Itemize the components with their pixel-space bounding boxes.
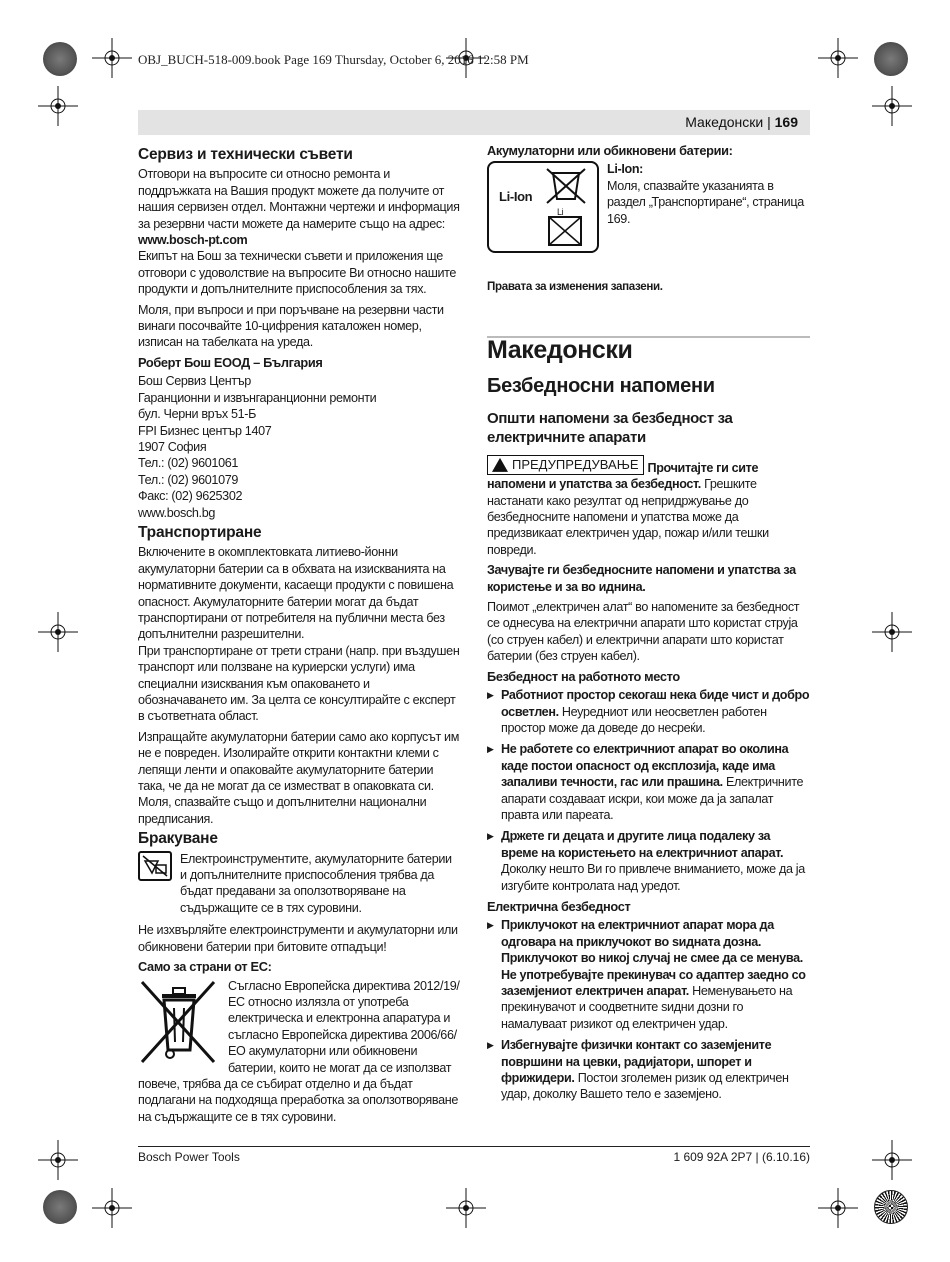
- disposal-row: [138, 851, 460, 917]
- warning-block: [487, 455, 810, 559]
- registration-mark-icon: [872, 1140, 912, 1180]
- registration-mark-icon: [818, 1188, 858, 1228]
- color-rosette: [43, 42, 77, 76]
- service-paragraph: Отговори на въпросите си относно ремонта и поддръжката на Вашия продукт можете да получите от нашия сервизен отдел. Монтажни чертежи и информация за резервни части можете да намерите също на адрес:: [138, 167, 460, 231]
- right-column: [487, 143, 810, 1108]
- general-safety-title: Општи напомени за безбедност за електричните апарати: [487, 409, 733, 446]
- bullet-text: Доколку нешто Ви го привлече вниманието, може да ја изгубите контролата над уредот.: [501, 862, 805, 893]
- term-definition: Поимот „електричен алат“ во напомените за безбедност се однесува на електрични апарати што користат струја (со струен кабел) и електрични апарати што користат батерии (без струен кабел).: [487, 600, 800, 664]
- print-info-line: OBJ_BUCH-518-009.book Page 169 Thursday, October 6, 2016 12:58 PM: [138, 52, 529, 67]
- address-line: Тел.: (02) 9601079: [138, 472, 239, 487]
- list-item: [487, 828, 810, 894]
- color-rosette: [43, 1190, 77, 1224]
- footer-doc-number: 1 609 92A 2P7 | (6.10.16): [673, 1150, 810, 1164]
- workplace-heading: Безбедност на работното место: [487, 668, 680, 684]
- service-url: www.bosch-pt.com: [138, 233, 248, 248]
- crossed-bin-icon: [138, 978, 220, 1066]
- page-number: 169: [774, 114, 798, 130]
- transport-paragraph: Включените в окомплектовката литиево-йонни акумулаторни батерии са в обхвата на изискванията на нормативните документи, касаещи продукти с повишена опасност. Акумулаторните батерии могат да бъдат транспортирани от потребителя на публични места без допълнителни разрешителни.: [138, 545, 454, 642]
- address-line: Бош Сервиз Център: [138, 374, 251, 389]
- address-line: www.bosch.bg: [138, 505, 216, 520]
- eu-heading: Само за страни от ЕС:: [138, 959, 272, 975]
- registration-mark-icon: [872, 86, 912, 126]
- recycling-symbol-icon: [138, 851, 172, 881]
- warning-triangle-icon: [492, 458, 508, 472]
- footer-brand: Bosch Power Tools: [138, 1150, 240, 1164]
- bullet-bold: Држете ги децата и другите лица подалеку за време на користењето на електричниот апарат.: [501, 829, 784, 860]
- warning-bold: Прочитајте ги сите напомени и упатства за безбедност.: [487, 460, 759, 492]
- address-line: бул. Черни връх 51-Б: [138, 407, 257, 422]
- bullet-bold: Приклучокот на електричниот апарат мора да одговара на приклучокот во ѕидната дозна. Приклучокот во никој случај не смее да се менува. Не употребувајте прекинувач со адаптер заедно со заземјениот електричен апарат.: [501, 918, 806, 999]
- registration-mark-icon: [38, 612, 78, 652]
- service-heading: Сервиз и технически съвети: [138, 146, 353, 163]
- registration-mark-icon: [872, 612, 912, 652]
- page-header: [138, 110, 810, 135]
- color-rosette: [874, 42, 908, 76]
- footer-divider: [138, 1146, 810, 1147]
- bullet-text: Неуредниот или неосветлен работен простор може да доведе до несреќи.: [501, 704, 767, 735]
- list-item: [487, 917, 810, 1032]
- li-ion-label: Li-Ion: [499, 189, 533, 205]
- registration-mark-icon: [38, 86, 78, 126]
- battery-info-row: [487, 161, 810, 253]
- transport-heading: Транспортиране: [138, 523, 262, 541]
- li-ion-battery-label-icon: [487, 161, 599, 253]
- bullet-bold: Избегнувајте физички контакт со заземјените површини на цевки, радијатори, шпорет и фрижидери.: [501, 1038, 772, 1086]
- registration-mark-icon: [818, 38, 858, 78]
- li-ion-note: [607, 161, 810, 253]
- safety-title: Безбедносни напомени: [487, 375, 715, 398]
- li-small-label: Li: [557, 207, 564, 218]
- rights-reserved: Правата за изменения запазени.: [487, 280, 663, 294]
- li-ion-heading: Li-Ion:: [607, 162, 644, 177]
- disposal-paragraph: Електроинструментите, акумулаторните батерии и допълнителните приспособления трябва да бъдат предавани за оползотворяване на съдържащите се в тях суровини.: [180, 851, 452, 915]
- bullet-text: Електричните апарати создаваат искри, кои може да ја запалат правта или пареата.: [501, 775, 804, 822]
- transport-paragraph: Изпращайте акумулаторни батерии само ако корпусът им не е повреден. Изолирайте открити контактни клеми с лепящи ленти и опаковайте акумулаторните батерии така, че да не могат да се изместват в опаковката си.: [138, 729, 460, 794]
- keep-instructions: Зачувајте ги безбедносните напомени и упатства за користење и за во иднина.: [487, 563, 796, 594]
- eu-paragraph: Съгласно Европейска директива 2012/19/ЕС относно излязла от употреба електрическа и електронна апаратура и съгласно Европейска директива 2006/66/ЕО акумулаторни или обикновени батерии, които не могат да се използват повече, трябва да се събират отделно и да бъдат подлагани на подходяща преработка за оползотворяване на съдържащите се в тях суровини.: [138, 978, 460, 1124]
- address-line: Факс: (02) 9625302: [138, 489, 243, 504]
- address-line: FPI Бизнес център 1407: [138, 423, 272, 438]
- eu-block: [138, 978, 460, 1126]
- disposal-heading: Бракуване: [138, 830, 218, 848]
- bullet-bold: Работниот простор секогаш нека биде чист и добро осветлен.: [501, 688, 810, 719]
- header-language: Македонски: [685, 114, 764, 130]
- service-paragraph: Моля, при въпроси и при поръчване на резервни части винаги посочвайте 10-цифрения каталожен номер, изписан на табелката на уреда.: [138, 302, 444, 350]
- warning-text: Грешките настанати како резултат од непридржување до безбедносните напомени и упатства може да предизвикаат електричен удар, пожар и/или тешки повреди.: [487, 477, 769, 557]
- warning-badge: [487, 455, 644, 475]
- list-item: [487, 687, 810, 736]
- registration-mark-icon: [92, 1188, 132, 1228]
- disposal-paragraph: Не изхвърляйте електроинструменти и акумулаторни или обикновени батерии при битовите отпадъци!: [138, 923, 458, 954]
- service-paragraph: Екипът на Бош за технически съвети и приложения ще отговори с удоволствие на въпросите Ви относно нашите продукти и допълнителните приспособления за тях.: [138, 249, 457, 297]
- transport-paragraph: При транспортиране от трети страни (напр. при въздушен транспорт или ползване на куриерски услуги) има специални изисквания към опаковането и обозначаването им. За целта се консултирайте с експерт в съответната област.: [138, 643, 460, 724]
- company-heading: Роберт Бош ЕООД – България: [138, 354, 323, 370]
- address-line: Гаранционни и извънгаранционни ремонти: [138, 390, 377, 405]
- list-item: [487, 1037, 810, 1103]
- li-ion-text: Моля, спазвайте указанията в раздел „Транспортиране“, страница 169.: [607, 178, 804, 226]
- color-rosette: [874, 1190, 908, 1224]
- batteries-heading: Акумулаторни или обикновени батерии:: [487, 143, 733, 158]
- bullet-text: Неменувањето на прекинувачот и соодветните ѕидни дозни го намалуваат ризикот од електричен удар.: [501, 984, 793, 1031]
- registration-mark-icon: [92, 38, 132, 78]
- transport-paragraph: Моля, спазвайте също и допълнителни национални предписания.: [138, 795, 427, 826]
- address-line: Тел.: (02) 9601061: [138, 456, 239, 471]
- warning-label: ПРЕДУПРЕДУВАЊЕ: [512, 456, 639, 472]
- registration-mark-icon: [38, 1140, 78, 1180]
- bullet-text: Постои зголемен ризик од електричен удар, доколку Вашето тело е заземјено.: [501, 1071, 789, 1102]
- bullet-bold: Не работете со електричниот апарат во околина каде постои опасност од експлозија, каде има запаливи течности, гас или прашина.: [501, 742, 789, 790]
- registration-mark-icon: [446, 1188, 486, 1228]
- list-item: [487, 741, 810, 823]
- address-line: 1907 София: [138, 439, 207, 454]
- language-title: Македонски: [487, 336, 810, 358]
- electrical-heading: Електрична безбедност: [487, 898, 631, 914]
- header-language-page: Македонски | 169: [685, 114, 798, 130]
- left-column: [138, 143, 460, 1125]
